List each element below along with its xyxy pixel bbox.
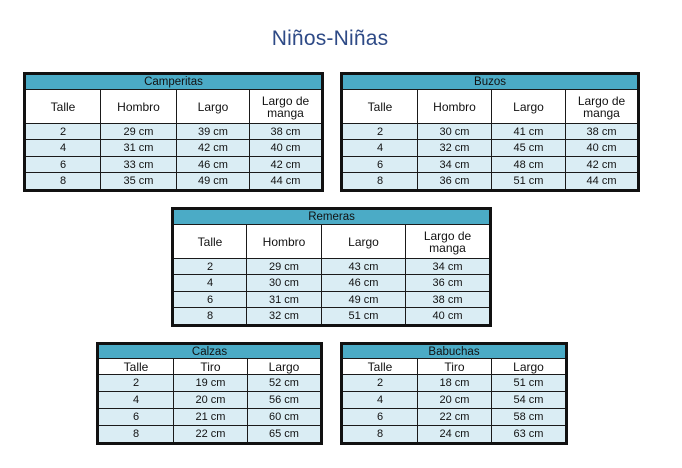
table-row — [25, 156, 323, 172]
table-cell: 44 cm — [566, 173, 639, 191]
table-row — [342, 391, 567, 408]
table-cell: 60 cm — [248, 408, 322, 425]
table-cell: 49 cm — [322, 291, 406, 307]
table-cell: 22 cm — [418, 408, 492, 425]
table-cell: 58 cm — [492, 408, 567, 425]
table-cell: 32 cm — [418, 140, 492, 156]
table-row — [98, 408, 322, 425]
table-row — [173, 308, 491, 326]
table-title: Remeras — [173, 209, 491, 225]
table-row — [25, 124, 323, 140]
table-cell: 40 cm — [566, 140, 639, 156]
table-cell: 46 cm — [322, 275, 406, 291]
column-header: Hombro — [247, 225, 322, 259]
table-cell: 34 cm — [418, 156, 492, 172]
page-title: Niños-Niñas — [271, 27, 389, 50]
table-row — [98, 391, 322, 408]
table-cell: 30 cm — [418, 124, 492, 140]
table-cell: 36 cm — [418, 173, 492, 191]
column-header: Tiro — [174, 359, 248, 375]
column-header: Largo de manga — [566, 90, 639, 124]
buzos-table — [340, 72, 640, 192]
table-cell: 19 cm — [174, 375, 248, 392]
table-cell: 46 cm — [177, 156, 250, 172]
table-row — [342, 140, 639, 156]
table-cell: 8 — [173, 308, 247, 326]
table-cell: 30 cm — [247, 275, 322, 291]
table-cell: 6 — [98, 408, 174, 425]
column-header: Hombro — [101, 90, 177, 124]
column-header: Talle — [342, 359, 418, 375]
table-cell: 4 — [25, 140, 101, 156]
table-cell: 51 cm — [322, 308, 406, 326]
table-cell: 44 cm — [250, 173, 323, 191]
table-row — [173, 291, 491, 307]
table-cell: 41 cm — [492, 124, 566, 140]
table-cell: 29 cm — [101, 124, 177, 140]
column-header: Largo — [492, 90, 566, 124]
table-cell: 8 — [342, 173, 418, 191]
table-cell: 21 cm — [174, 408, 248, 425]
table-cell: 35 cm — [101, 173, 177, 191]
table-cell: 52 cm — [248, 375, 322, 392]
table-row — [25, 140, 323, 156]
column-header: Talle — [173, 225, 247, 259]
table-cell: 51 cm — [492, 173, 566, 191]
table-cell: 40 cm — [250, 140, 323, 156]
table-cell: 36 cm — [406, 275, 491, 291]
table-title: Buzos — [342, 74, 639, 90]
table-cell: 2 — [342, 375, 418, 392]
table-cell: 2 — [173, 259, 247, 275]
table-cell: 65 cm — [248, 425, 322, 443]
remeras-table — [171, 207, 492, 327]
table-cell: 24 cm — [418, 425, 492, 443]
table-cell: 4 — [173, 275, 247, 291]
column-header: Hombro — [418, 90, 492, 124]
table-cell: 8 — [98, 425, 174, 443]
table-cell: 6 — [342, 408, 418, 425]
table-row — [173, 275, 491, 291]
table-cell: 32 cm — [247, 308, 322, 326]
table-row — [25, 173, 323, 191]
table-cell: 42 cm — [250, 156, 323, 172]
column-header: Talle — [98, 359, 174, 375]
table-cell: 2 — [342, 124, 418, 140]
table-cell: 51 cm — [492, 375, 567, 392]
table-row — [342, 156, 639, 172]
table-cell: 2 — [25, 124, 101, 140]
column-header: Largo de manga — [406, 225, 491, 259]
table-row — [342, 408, 567, 425]
table-cell: 6 — [25, 156, 101, 172]
babuchas-table — [340, 342, 568, 445]
table-cell: 6 — [173, 291, 247, 307]
table-title: Camperitas — [25, 74, 323, 90]
camperitas-table — [23, 72, 324, 192]
table-cell: 38 cm — [406, 291, 491, 307]
table-cell: 22 cm — [174, 425, 248, 443]
table-cell: 31 cm — [101, 140, 177, 156]
table-cell: 42 cm — [566, 156, 639, 172]
table-cell: 4 — [98, 391, 174, 408]
table-cell: 8 — [342, 425, 418, 443]
table-row — [342, 375, 567, 392]
table-cell: 31 cm — [247, 291, 322, 307]
table-row — [342, 124, 639, 140]
table-cell: 56 cm — [248, 391, 322, 408]
table-cell: 20 cm — [418, 391, 492, 408]
table-cell: 38 cm — [250, 124, 323, 140]
table-cell: 45 cm — [492, 140, 566, 156]
table-title: Babuchas — [342, 344, 567, 359]
table-cell: 4 — [342, 140, 418, 156]
column-header: Largo — [248, 359, 322, 375]
table-title: Calzas — [98, 344, 322, 359]
table-row — [98, 375, 322, 392]
table-row — [342, 425, 567, 443]
column-header: Largo — [492, 359, 567, 375]
table-cell: 49 cm — [177, 173, 250, 191]
table-cell: 8 — [25, 173, 101, 191]
table-cell: 4 — [342, 391, 418, 408]
column-header: Talle — [342, 90, 418, 124]
table-cell: 48 cm — [492, 156, 566, 172]
table-row — [98, 425, 322, 443]
table-cell: 40 cm — [406, 308, 491, 326]
table-cell: 6 — [342, 156, 418, 172]
table-cell: 38 cm — [566, 124, 639, 140]
table-cell: 42 cm — [177, 140, 250, 156]
table-cell: 34 cm — [406, 259, 491, 275]
column-header: Talle — [25, 90, 101, 124]
table-cell: 39 cm — [177, 124, 250, 140]
table-cell: 63 cm — [492, 425, 567, 443]
column-header: Tiro — [418, 359, 492, 375]
calzas-table — [96, 342, 323, 445]
table-cell: 18 cm — [418, 375, 492, 392]
table-row — [173, 259, 491, 275]
table-cell: 54 cm — [492, 391, 567, 408]
table-cell: 29 cm — [247, 259, 322, 275]
column-header: Largo — [322, 225, 406, 259]
table-cell: 33 cm — [101, 156, 177, 172]
column-header: Largo — [177, 90, 250, 124]
table-cell: 43 cm — [322, 259, 406, 275]
table-row — [342, 173, 639, 191]
table-cell: 2 — [98, 375, 174, 392]
column-header: Largo de manga — [250, 90, 323, 124]
table-cell: 20 cm — [174, 391, 248, 408]
